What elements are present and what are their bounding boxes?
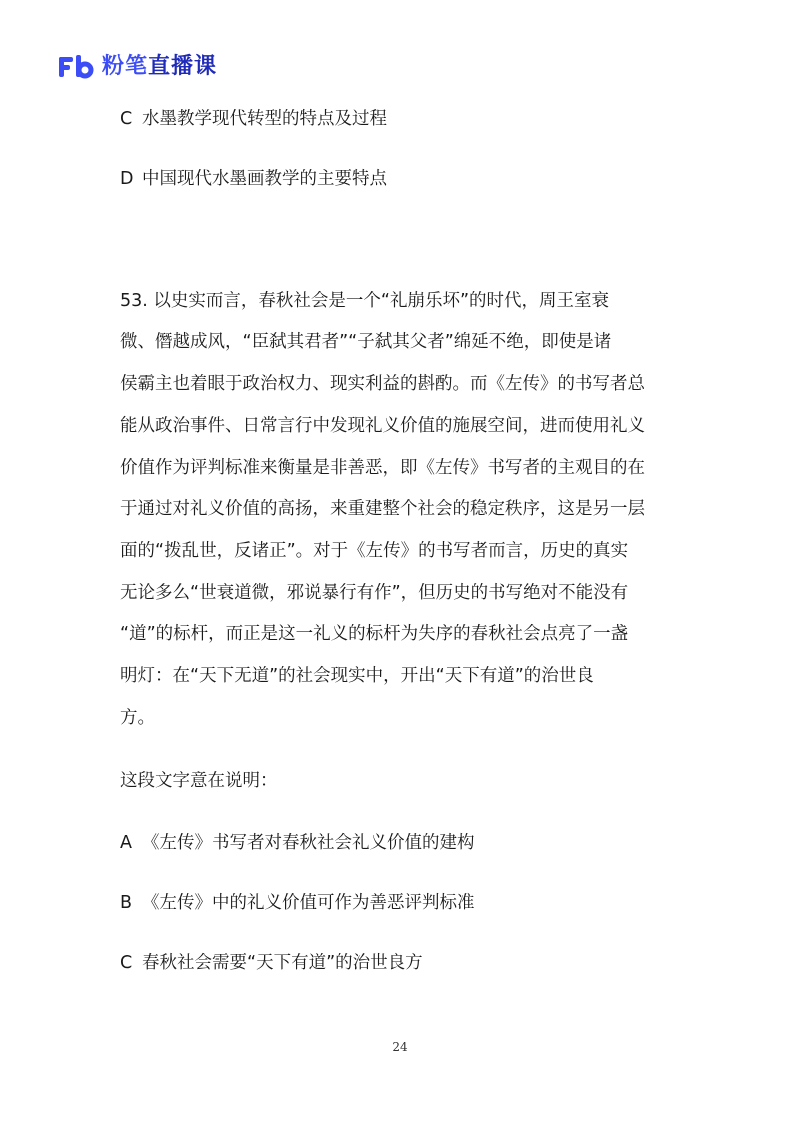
brand-part2: 直播课 xyxy=(148,54,218,79)
option-text: 《左传》中的礼义价值可作为善恶评判标准 xyxy=(142,893,475,913)
option-text: 春秋社会需要“天下有道”的治世良方 xyxy=(142,953,423,973)
option-d-prev xyxy=(120,168,387,190)
question-line: 价值作为评判标准来衡量是非善恶，即《左传》书写者的主观目的在 xyxy=(120,458,645,478)
option-letter: A xyxy=(120,833,132,853)
question-line: “道”的标杆，而正是这一礼义的标杆为失序的春秋社会点亮了一盏 xyxy=(120,624,629,644)
option-c xyxy=(120,952,423,974)
question-line: 能从政治事件、日常言行中发现礼义价值的施展空间，进而使用礼义 xyxy=(120,416,645,436)
question-line: 于通过对礼义价值的高扬，来重建整个社会的稳定秩序，这是另一层 xyxy=(120,499,645,519)
question-line: 明灯：在“天下无道”的社会现实中，开出“天下有道”的治世良 xyxy=(120,666,594,686)
option-a xyxy=(120,832,475,854)
question-line: 侯霸主也着眼于政治权力、现实利益的斟酌。而《左传》的书写者总 xyxy=(120,374,645,394)
question-line: 面的“拨乱世，反诸正”。对于《左传》的书写者而言，历史的真实 xyxy=(120,541,629,561)
option-letter: B xyxy=(120,893,133,913)
page-number: 24 xyxy=(392,1040,408,1054)
option-letter: C xyxy=(120,109,133,129)
question-line: 无论多么“世衰道微，邪说暴行有作”，但历史的书写绝对不能没有 xyxy=(120,583,629,603)
option-text: 《左传》书写者对春秋社会礼义价值的建构 xyxy=(142,833,475,853)
brand-part1: 粉笔 xyxy=(102,54,149,79)
option-c-prev xyxy=(120,108,387,130)
header xyxy=(58,52,217,82)
option-letter: D xyxy=(120,169,134,189)
question-line: 方。 xyxy=(120,708,155,728)
option-letter: C xyxy=(120,953,133,973)
option-text: 水墨教学现代转型的特点及过程 xyxy=(142,109,387,129)
option-text: 中国现代水墨画教学的主要特点 xyxy=(142,169,387,189)
fb-logo-icon xyxy=(58,54,94,80)
question-line: 微、僭越成风，“臣弑其君者”“子弑其父者”绵延不绝，即使是诸 xyxy=(120,332,612,352)
option-b xyxy=(120,892,475,914)
question-prompt: 这段文字意在说明： xyxy=(120,771,278,791)
brand-name xyxy=(102,52,217,82)
question-line: 53. 以史实而言，春秋社会是一个“礼崩乐坏”的时代，周王室衰 xyxy=(120,291,610,311)
